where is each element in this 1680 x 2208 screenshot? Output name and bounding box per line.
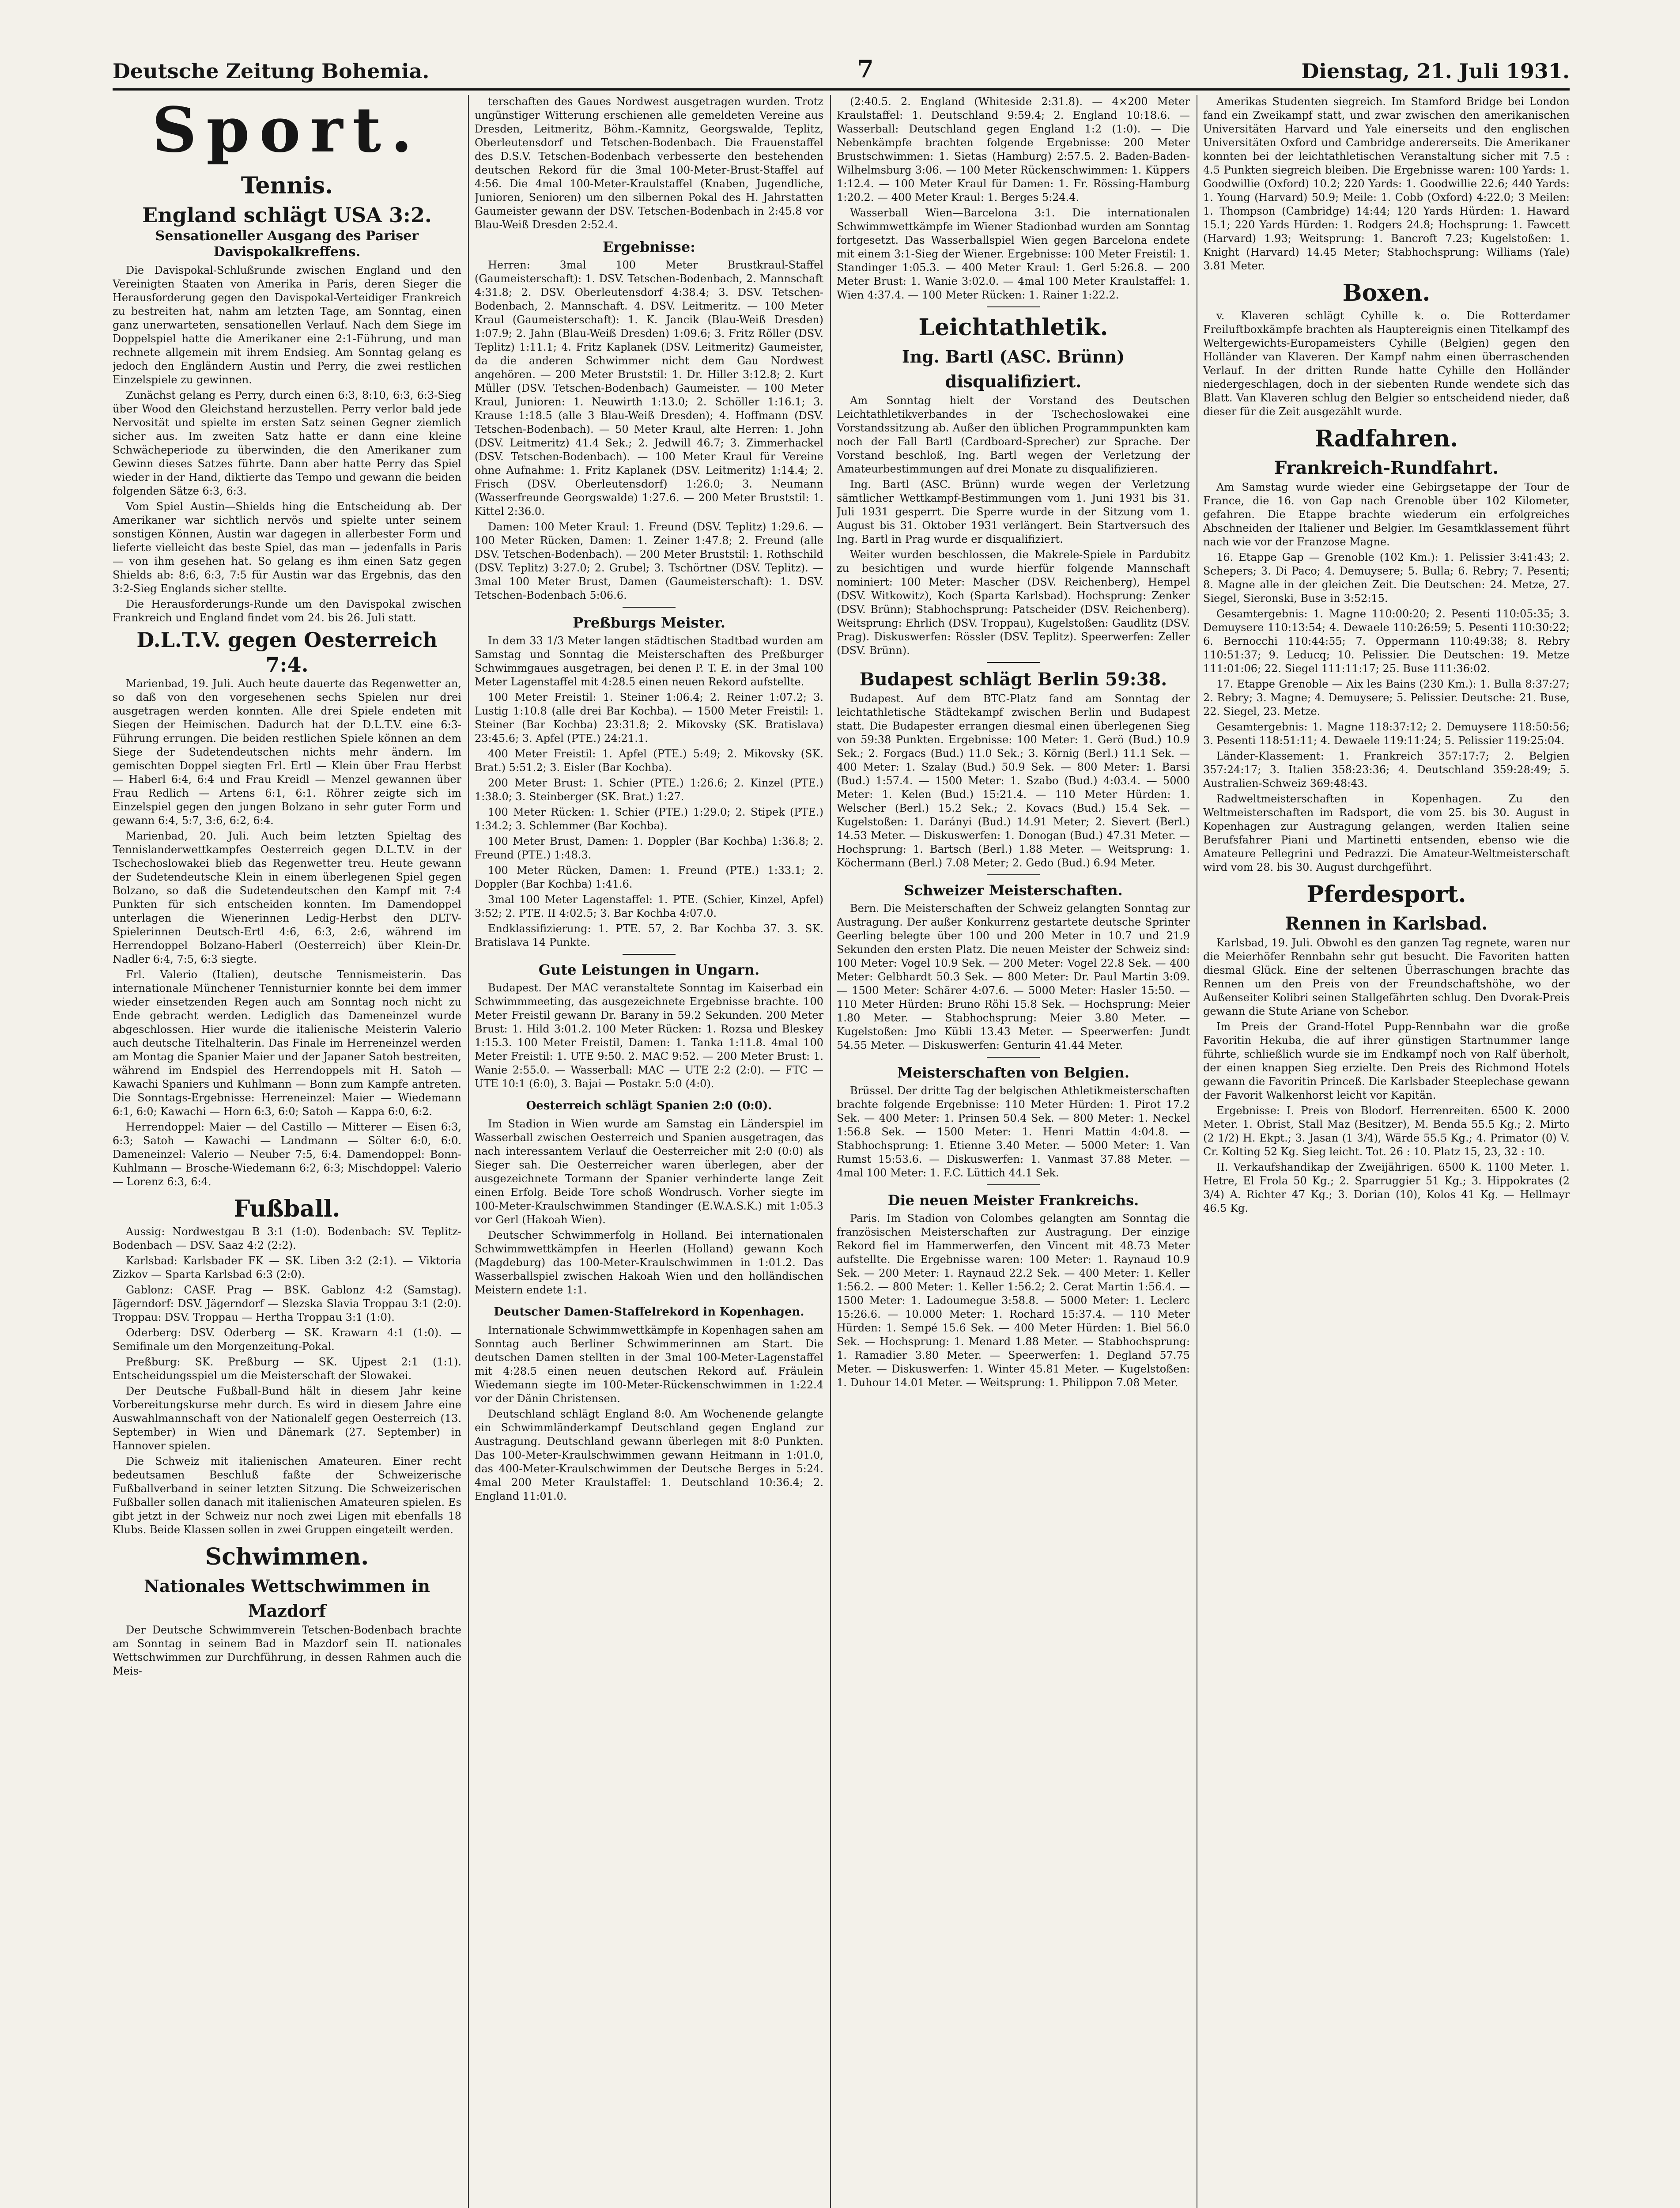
heading-ungarn: Gute Leistungen in Ungarn. <box>538 961 760 978</box>
headline-dltv-oesterreich: D.L.T.V. gegen Oesterreich 7:4. <box>136 628 438 677</box>
page-header <box>113 52 1570 83</box>
heading-frankreich-meister: Die neuen Meister Frankreichs. <box>887 1192 1139 1209</box>
article-paragraph: 100 Meter Brust, Damen: 1. Doppler (Bar Kochba) 1:36.8; 2. Freund (PTE.) 1:48.3. <box>475 835 823 861</box>
article-paragraph: 100 Meter Freistil: 1. Steiner 1:06.4; 2. Reiner 1:07.2; 3. Lustig 1:10.8 (alle drei Bar Kochba). — 1500 Meter Freistil: 1. Steiner (Bar Kochba) 23:31.8; 2. Mikovsky (SK. Bratislava) 23:45.6; 3. Apfel (PTE.) 24:21.1. <box>475 691 823 745</box>
subsection-title-pferdesport: Pferdesport. <box>1306 881 1466 908</box>
article-paragraph: Marienbad, 19. Juli. Auch heute dauerte das Regenwetter an, so daß von den vorgesehenen sechs Spielen nur drei ausgetragen werden konnten. Alle drei Spiele endeten mit Siegen der Heimischen. Dadurch hat der D.L.T.V. eine 6:3-Führung errungen. Die beiden restlichen Spiele können an dem Siege der Sudetendeutschen nichts mehr ändern. Im gemischten Doppel siegten Frl. Ertl — Klein über Frau Herbst — Haberl 6:4, 6:4 und Frau Kreidl — Menzel gewannen über Frau Redlich — Artens 6:1, 6:1. Röhrer zeigte sich im Einzelspiel gegen den jungen Bolzano in sehr guter Form und gewann 6:4, 5:7, 3:6, 6:2, 6:4. <box>113 677 461 827</box>
heading-pressburg: Preßburgs Meister. <box>573 614 725 631</box>
article-paragraph: Vom Spiel Austin—Shields hing die Entscheidung ab. Der Amerikaner war sichtlich nervös und spielte unter seinem sonstigen Können, Austin war dagegen in allerbester Form und lieferte vielleicht das beste Spiel, das man — jedenfalls in Paris — von ihm gesehen hat. So gelang es ihm einen Satz gegen Shields ab: 8:6, 6:3, 7:5 für Austin war das Ergebnis, das den 3:2-Sieg Englands sicher stellte. <box>113 500 461 595</box>
article-paragraph: Die Herausforderungs-Runde um den Davispokal zwischen Frankreich und England findet vom 24. bis 26. Juli statt. <box>113 598 461 624</box>
article-paragraph: Karlsbad: Karlsbader FK — SK. Liben 3:2 (2:1). — Viktoria Zizkov — Sparta Karlsbad 6:3 (2:0). <box>113 1255 461 1281</box>
article-paragraph: Gesamtergebnis: 1. Magne 118:37:12; 2. Demuysere 118:50:56; 3. Pesenti 118:51:11; 4. Dewaele 119:11:24; 5. Pelissier 119:25:04. <box>1203 721 1570 747</box>
header-rule <box>113 88 1570 91</box>
article-paragraph: Budapest. Auf dem BTC-Platz fand am Sonntag der leichtathletische Städtekampf zwischen Berlin und Budapest statt. Die Budapester errangen diesmal einen überlegenen Sieg von 59:38 Punkten. Ergebnisse: 100 Meter: 1. Gerö (Bud.) 10.9 Sek.; 2. Forgacs (Bud.) 11.0 Sek.; 3. Körnig (Berl.) 11.1 Sek. — 400 Meter: 1. Szalay (Bud.) 50.9 Sek. — 800 Meter: 1. Barsi (Bud.) 1:57.4. — 1500 Meter: 1. Szabo (Bud.) 4:03.4. — 5000 Meter: 1. Kelen (Bud.) 15:21.4. — 110 Meter Hürden: 1. Welscher (Berl.) 15.2 Sek.; 2. Kovacs (Bud.) 15.4 Sek. — Kugelstoßen: 1. Darányi (Bud.) 14.91 Meter; 2. Sievert (Berl.) 14.53 Meter. — Diskuswerfen: 1. Donogan (Bud.) 47.31 Meter. — Hochsprung: 1. Bartsch (Berl.) 1.88 Meter. — Weitsprung: 1. Köchermann (Berl.) 7.08 Meter; 2. Gedo (Bud.) 6.94 Meter. <box>837 692 1190 869</box>
heading-oesterreich-spanien: Oesterreich schlägt Spanien 2:0 (0:0). <box>526 1099 772 1112</box>
article-paragraph: Gablonz: CASF. Prag — BSK. Gablonz 4:2 (Samstag). Jägerndorf: DSV. Jägerndorf — Slezska Slavia Troppau 3:1 (2:0). Troppau: DSV. Troppau — Hertha Troppau 3:1 (1:0). <box>113 1284 461 1323</box>
article-paragraph: Weiter wurden beschlossen, die Makrele-Spiele in Pardubitz zu besichtigen und wurde hierfür folgende Mannschaft nominiert: 100 Meter: Mascher (DSV. Reichenberg), Hempel (DSV. Witkowitz), Koch (Sparta Karlsbad). Hochsprung: Zenker (DSV. Brünn); Stabhochsprung: Patscheider (DSV. Reichenberg). Weitsprung: Ehrlich (DSV. Troppau), Kugelstoßen: Gaudlitz (DSV. Prag). Diskuswerfen: Rössler (DSV. Teplitz). Speerwerfen: Zeller (DSV. Brünn). <box>837 548 1190 657</box>
article-paragraph: Wasserball Wien—Barcelona 3:1. Die internationalen Schwimmwettkämpfe im Wiener Stadionbad wurden am Sonntag fortgesetzt. Das Wasserballspiel Wien gegen Barcelona endete mit einem 3:1-Sieg der Wiener. Ergebnisse: 100 Meter Freistil: 1. Standinger 1:05.3. — 400 Meter Kraul: 1. Gerl 5:26.8. — 200 Meter Brust: 1. Wanie 3:02.0. — 4mal 100 Meter Kraulstaffel: 1. Wien 4:37.4. — 100 Meter Rücken: 1. Rainer 1:22.2. <box>837 207 1190 301</box>
section-title-sport: Sport. <box>152 95 422 166</box>
newspaper-name: Deutsche Zeitung Bohemia. <box>113 59 430 83</box>
article-paragraph: Gesamtergebnis: 1. Magne 110:00:20; 2. Pesenti 110:05:35; 3. Demuysere 110:13:54; 4. Dewaele 110:26:59; 5. Pesenti 110:30:22; 6. Bernocchi 110:44:55; 7. Oppermann 110:49:38; 8. Rebry 110:51:37; 9. Leducq; 10. Pelissier. Die Deutschen: 19. Metze 111:01:06; 22. Siegel 111:11:17; 25. Buse 111:36:02. <box>1203 608 1570 675</box>
article-paragraph: Deutscher Schwimmerfolg in Holland. Bei internationalen Schwimmwettkämpfen in Heerlen (Holland) gewann Koch (Magdeburg) das 100-Meter-Kraulschwimmen in 1:01.2. Das Wasserballspiel zwischen Hakoah Wien und den holländischen Meistern endete 1:1. <box>475 1229 823 1296</box>
subsection-title-boxen: Boxen. <box>1342 280 1431 306</box>
headline-england-usa: England schlägt USA 3:2. <box>142 203 432 227</box>
article-paragraph: Damen: 100 Meter Kraul: 1. Freund (DSV. Teplitz) 1:29.6. — 100 Meter Rücken, Damen: 1. Zeiner 1:47.8; 2. Freund (alle DSV. Tetschen-Bodenbach). — 200 Meter Bruststil: 1. Rothschild (DSV. Teplitz) 3:27.0; 2. Grubel; 3. Tschörtner (DSV. Teplitz). — 3mal 100 Meter Brust, Damen (Gaumeisterschaft): 1. DSV. Tetschen-Bodenbach 5:06.6. <box>475 521 823 601</box>
article-paragraph: Am Sonntag hielt der Vorstand des Deutschen Leichtathletikverbandes in der Tschechoslowakei eine Vorstandssitzung ab. Außer den üblichen Programmpunkten kam noch der Fall Bartl (Cardboard-Sprecher) zur Sprache. Der Vorstand beschloß, Ing. Bartl wegen der Verletzung der Amateurbestimmungen auf drei Monate zu disqualifizieren. <box>837 394 1190 475</box>
subsection-title-leichtathletik: Leichtathletik. <box>918 314 1108 341</box>
article-paragraph: 100 Meter Rücken: 1. Schier (PTE.) 1:29.0; 2. Stipek (PTE.) 1:34.2; 3. Schlemmer (Bar Kochba). <box>475 806 823 832</box>
article-paragraph: terschaften des Gaues Nordwest ausgetragen wurden. Trotz ungünstiger Witterung erschienen alle gemeldeten Vereine aus Dresden, Leitmeritz, Böhm.-Kamnitz, Georgswalde, Teplitz, Oberleutensdorf und Tetschen-Bodenbach. Die Frauenstaffel des D.S.V. Tetschen-Bodenbach verbesserte den bestehenden deutschen Rekord für die 3mal 100-Meter-Brust-Staffel auf 4:56. Die 4mal 100-Meter-Kraulstaffel (Knaben, Jugendliche, Junioren, Senioren) um den silbernen Pokal des H. Jahrstatten Gaumeister gewann der DSV. Tetschen-Bodenbach in 2:45.8 vor Blau-Weiß Dresden 2:52.4. <box>475 95 823 231</box>
subheadline-davis-cup: Sensationeller Ausgang des Pariser Davispokalkreffens. <box>155 228 419 260</box>
article-paragraph: Paris. Im Stadion von Colombes gelangten am Sonntag die französischen Meisterschaften zur Austragung. Der einzige Rekord fiel im Hammerwerfen, den Vincent mit 48.73 Meter aufstellte. Die Ergebnisse waren: 100 Meter: 1. Raynaud 10.9 Sek. — 200 Meter: 1. Raynaud 22.2 Sek. — 400 Meter: 1. Keller 1:56.2. — 800 Meter: 1. Keller 1:56.2; 2. Cerat Martin 1:56.4. — 1500 Meter: 1. Ladoumegue 3:58.8. — 5000 Meter: 1. Leclerc 15:26.6. — 10.000 Meter: 1. Rochard 15:37.4. — 110 Meter Hürden: 1. Sempé 15.6 Sek. — 400 Meter Hürden: 1. Biel 56.0 Sek. — Hochsprung: 1. Menard 1.88 Meter. — Stabhochsprung: 1. Ramadier 3.80 Meter. — Speerwerfen: 1. Degland 57.75 Meter. — Diskuswerfen: 1. Winter 45.81 Meter. — Kugelstoßen: 1. Duhour 14.01 Meter. — Weitsprung: 1. Philippon 7.08 Meter. <box>837 1212 1190 1389</box>
article-paragraph: Preßburg: SK. Preßburg — SK. Ujpest 2:1 (1:1). Entscheidungsspiel um die Meisterschaft der Slowakei. <box>113 1356 461 1382</box>
subsection-title-fussball: Fußball. <box>234 1195 340 1222</box>
article-paragraph: 3mal 100 Meter Lagenstaffel: 1. PTE. (Schier, Kinzel, Apfel) 3:52; 2. PTE. II 4:02.5; 3. Bar Kochba 4:07.0. <box>475 893 823 919</box>
article-paragraph: Im Preis der Grand-Hotel Pupp-Rennbahn war die große Favoritin Hekuba, die auf ihrer günstigen Startnummer lange führte, schließlich wurde sie im Endkampf noch von Ralf überholt, der einen knappen Sieg erzielte. Den Preis des Richmond Hotels gewann die Favoritin Princeß. Die Karlsbader Steeplechase gewann der Favorit Walkenhorst leicht vor Kapitän. <box>1203 1021 1570 1101</box>
article-paragraph: Aussig: Nordwestgau B 3:1 (1:0). Bodenbach: SV. Teplitz-Bodenbach — DSV. Saaz 4:2 (2:2). <box>113 1225 461 1251</box>
heading-schweiz: Schweizer Meisterschaften. <box>904 882 1123 899</box>
article-paragraph: Die Schweiz mit italienischen Amateuren. Einer recht bedeutsamen Beschluß faßte der Schweizerische Fußballverband in seiner letzten Sitzung. Die Schweizerischen Fußballer sollen danach mit italienischen Amateuren spielen. Es gibt jetzt in der Schweiz nur noch zwei Ligen mit ebenfalls 18 Klubs. Beide Klassen sollen in zwei Gruppen eingeteilt werden. <box>113 1455 461 1536</box>
article-paragraph: Budapest. Der MAC veranstaltete Sonntag im Kaiserbad ein Schwimmmeeting, das ausgezeichnete Ergebnisse brachte. 100 Meter Freistil gewann Dr. Barany in 59.2 Sekunden. 200 Meter Brust: 1. Hild 3:01.2. 100 Meter Rücken: 1. Rozsa und Bleskey 1:15.3. 100 Meter Freistil, Damen: 1. Tanka 1:11.8. 4mal 100 Meter Freistil: 1. UTE 9:50. 2. MAC 9:52. — 200 Meter Brust: 1. Wanie 2:55.0. — Wasserball: MAC — UTE 2:2 (2:0). — FTC — UTE 10:1 (6:0), 3. Bajai — Postakr. 5:0 (4:0). <box>475 982 823 1090</box>
page-columns <box>113 95 1570 2208</box>
column-2 <box>475 95 823 2208</box>
article-paragraph: II. Verkaufshandikap der Zweijährigen. 6500 K. 1100 Meter. 1. Hetre, El Frola 50 Kg.; 2. Sparruggier 51 Kg.; 3. Hippokrates (2 3/4) A. Richter 47 Kg.; 3. Dorian (10), Kolos 41 Kg. — Hellmayr 46.5 Kg. <box>1203 1161 1570 1214</box>
article-paragraph: Bern. Die Meisterschaften der Schweiz gelangten Sonntag zur Austragung. Der außer Konkurrenz gestartete deutsche Sprinter Geerling belegte über 100 und 200 Meter in 10.7 und 21.9 Sekunden den ersten Platz. Die neuen Meister der Schweiz sind: 100 Meter: Vogel 10.9 Sek. — 200 Meter: Vogel 22.8 Sek. — 400 Meter: Gelbhardt 50.3 Sek. — 800 Meter: Dr. Paul Martin 3:09. — 1500 Meter: Schärer 4:07.6. — 5000 Meter: Hasler 15:50. — 110 Meter Hürden: Bruno Röhi 15.8 Sek. — Hochsprung: Meier 1.80 Meter. — Stabhochsprung: Meier 3.80 Meter. — Kugelstoßen: Jmo Kübli 13.43 Meter. — Speerwerfen: Jundt 54.55 Meter. — Diskuswerfen: Genturin 41.44 Meter. <box>837 902 1190 1051</box>
headline-mazdorf: Nationales Wettschwimmen in Mazdorf <box>144 1576 430 1621</box>
article-paragraph: 200 Meter Brust: 1. Schier (PTE.) 1:26.6; 2. Kinzel (PTE.) 1:38.0; 3. Steinberger (SK. Brat.) 1:27. <box>475 777 823 803</box>
article-paragraph: Endklassifizierung: 1. PTE. 57, 2. Bar Kochba 37. 3. SK. Bratislava 14 Punkte. <box>475 923 823 949</box>
article-paragraph: 17. Etappe Grenoble — Aix les Bains (230 Km.): 1. Bulla 8:37:27; 2. Rebry; 3. Magne; 4. Demuysere; 5. Pelissier. Deutsche: 21. Buse, 22. Siegel, 23. Metze. <box>1203 678 1570 718</box>
article-paragraph: 16. Etappe Gap — Grenoble (102 Km.): 1. Pelissier 3:41:43; 2. Schepers; 3. Di Paco; 4. Demuysere; 5. Bulla; 6. Rebry; 7. Pesenti; 8. Magne alle in der gleichen Zeit. Die Deutschen: 24. Metze, 27. Siegel, Sieronski, Buse in 3:52:15. <box>1203 551 1570 605</box>
article-paragraph: 400 Meter Freistil: 1. Apfel (PTE.) 5:49; 2. Mikovsky (SK. Brat.) 5:51.2; 3. Eisler (Bar Kochba). <box>475 748 823 774</box>
page-number: 7 <box>857 55 874 83</box>
headline-tour-de-france: Frankreich-Rundfahrt. <box>1274 457 1499 478</box>
column-3 <box>837 95 1190 2208</box>
article-paragraph: Karlsbad, 19. Juli. Obwohl es den ganzen Tag regnete, waren nur die Meierhöfer Rennbahn sehr gut besucht. Die Favoriten hatten diesmal Glück. Eine der seltenen Überraschungen brachte das Rennen um den Preis von der Freundschaftshöhe, wo der Außenseiter Kolibri seinen Stallgefährten schlug. Den Dvorak-Preis gewann die Stute Ariane von Schebor. <box>1203 937 1570 1017</box>
issue-date: Dienstag, 21. Juli 1931. <box>1301 59 1570 83</box>
headline-budapest-berlin: Budapest schlägt Berlin 59:38. <box>859 669 1167 690</box>
article-paragraph: Marienbad, 20. Juli. Auch beim letzten Spieltag des Tennislanderwettkampfes Oesterreich gegen D.L.T.V. in der Tschechoslowakei blieb das Regenwetter treu. Heute gewann der Sudetendeutsche Klein in einem überlegenen Spiel gegen Bolzano, so daß die Sudetendeutschen den Kampf mit 7:4 Punkten für sich entscheiden konnten. Im Damendoppel unterlagen die Wienerinnen Ledig-Herbst den DLTV-Spielerinnen Deutsch-Ertl 4:6, 6:3, 2:6, während im Herrendoppel Bolzano-Haberl (Oesterreich) über Klein-Dr. Nadler 6:4, 7:5, 6:3 siegte. <box>113 830 461 965</box>
article-paragraph: Internationale Schwimmwettkämpfe in Kopenhagen sahen am Sonntag auch Berliner Schwimmerinnen am Start. Die deutschen Damen stellten in der 3mal 100-Meter-Lagenstaffel mit 4:28.5 einen neuen deutschen Rekord auf. Fräulein Wiedemann siegte im 100-Meter-Rückenschwimmen in 1:22.4 vor der Dänin Christensen. <box>475 1324 823 1405</box>
separator <box>987 1184 1040 1185</box>
article-paragraph: Der Deutsche Fußball-Bund hält in diesem Jahr keine Vorbereitungskurse mehr durch. Es wird in diesem Jahre eine Auswahlmannschaft von der Nationalelf gegen Oesterreich (13. September) in Wien und Dänemark (27. September) in Hannover spielen. <box>113 1385 461 1452</box>
column-divider <box>830 95 831 2208</box>
article-paragraph: Länder-Klassement: 1. Frankreich 357:17:7; 2. Belgien 357:24:17; 3. Italien 358:23:36; 4. Deutschland 359:28:49; 5. Australien-Schweiz 369:48:43. <box>1203 750 1570 790</box>
article-paragraph: Deutschland schlägt England 8:0. Am Wochenende gelangte ein Schwimmländerkampf Deutschland gegen England zur Austragung. Deutschland gewann überlegen mit 8:0 Punkten. Das 100-Meter-Kraulschwimmen gewann Heitmann in 1:01.0, das 400-Meter-Kraulschwimmen der Deutsche Berges in 5:24. 4mal 200 Meter Kraulstaffel: 1. Deutschland 10:36.4; 2. England 11:01.0. <box>475 1408 823 1502</box>
article-paragraph: (2:40.5. 2. England (Whiteside 2:31.8). — 4×200 Meter Kraulstaffel: 1. Deutschland 9:59.4; 2. England 10:18.6. — Wasserball: Deutschland gegen England 1:2 (1:0). — Die Nebenkämpfe brachten folgende Ergebnisse: 200 Meter Brustschwimmen: 1. Sietas (Hamburg) 2:57.5. 2. Baden-Baden-Wilhelmsburg 3:06. — 100 Meter Rückenschwimmen: 1. Küppers 1:12.4. — 100 Meter Kraul für Damen: 1. Fr. Rössing-Hamburg 1:20.2. — 400 Meter Kraul: 1. Berges 5:24.4. <box>837 95 1190 204</box>
separator <box>987 874 1040 875</box>
article-paragraph: Oderberg: DSV. Oderberg — SK. Krawarn 4:1 (1:0). — Semifinale um den Morgenzeitung-Pokal. <box>113 1327 461 1353</box>
separator <box>987 1057 1040 1058</box>
separator <box>987 662 1040 663</box>
article-paragraph: Radweltmeisterschaften in Kopenhagen. Zu den Weltmeisterschaften im Radsport, die vom 25. bis 30. August in Kopenhagen zur Austragung gelangen, werden Italien seine Berufsfahrer Piani und Martinetti entsenden, ebenso wie die Amateure Pellegrini und Pedrazzi. Die Amateur-Weltmeisterschaft wird vom 28. bis 30. August durchgeführt. <box>1203 793 1570 873</box>
separator <box>623 954 676 955</box>
article-paragraph: Ing. Bartl (ASC. Brünn) wurde wegen der Verletzung sämtlicher Wettkampf-Bestimmungen vom 1. Juni 1931 bis 31. Juli 1931 gesperrt. Die Sperre wurde in der Sitzung vom 1. August bis 31. Oktober 1931 verlängert. Bein Startversuch des Ing. Bartl in Prag wurde er disqualifiziert. <box>837 478 1190 545</box>
heading-belgien: Meisterschaften von Belgien. <box>897 1064 1129 1081</box>
article-paragraph: Der Deutsche Schwimmverein Tetschen-Bodenbach brachte am Sonntag in seinem Bad in Mazdorf sein II. nationales Wettschwimmen zur Durchführung, in dessen Rahmen auch die Meis- <box>113 1624 461 1677</box>
article-paragraph: Herrendoppel: Maier — del Castillo — Mitterer — Eisen 6:3, 6:3; Satoh — Kawachi — Landmann — Sölter 6:0, 6:0. Dameneinzel: Valerio — Neuber 7:5, 6:4. Damendoppel: Bonn-Kuhlmann — Brosche-Wiedemann 6:2, 6:3; Mischdoppel: Valerio — Lorenz 6:3, 6:4. <box>113 1121 461 1188</box>
subsection-title-radfahren: Radfahren. <box>1314 425 1458 452</box>
article-paragraph: Herren: 3mal 100 Meter Brustkraul-Staffel (Gaumeisterschaft): 1. DSV. Tetschen-Bodenbach, 2. Mannschaft 4:31.8; 2. DSV. Oberleutensdorf 4:38.4; 3. DSV. Tetschen-Bodenbach, 2. Mannschaft. 4. DSV. Leitmeritz. — 100 Meter Kraul (Gaumeisterschaft): 1. K. Jancik (Blau-Weiß Dresden) 1:07.9; 2. Jahn (Blau-Weiß Dresden) 1:09.6; 3. Fritz Röller (DSV. Teplitz) 1:11.1; 4. Fritz Kaplanek (DSV. Leitmeritz) Gaumeister, da die anderen Schwimmer nicht dem Gau Nordwest angehören. — 200 Meter Bruststil: 1. Dr. Hiller 3:12.8; 2. Kurt Müller (DSV. Tetschen-Bodenbach) Gaumeister. — 100 Meter Kraul, Junioren: 1. Neuwirth 1:13.0; 2. Schöller 1:16.1; 3. Krause 1:18.5 (alle 3 Blau-Weiß Dresden); 4. Hoffmann (DSV. Tetschen-Bodenbach). — 50 Meter Kraul, alte Herren: 1. John (DSV. Leitmeritz) 41.4 Sek.; 2. Jedwill 46.7; 3. Zimmerhackel (DSV. Tetschen-Bodenbach). — 100 Meter Kraul für Vereine ohne Aufnahme: 1. Fritz Kaplanek (DSV. Leitmeritz) 1:14.4; 2. Frisch (DSV. Oberleutensdorf) 1:26.0; 3. Neumann (Wasserfreunde Georgswalde) 1:27.6. — 200 Meter Bruststil: 1. Kittel 2:36.0. <box>475 259 823 518</box>
separator <box>623 607 676 608</box>
subsection-title-schwimmen: Schwimmen. <box>205 1543 369 1570</box>
headline-bartl: Ing. Bartl (ASC. Brünn) disqualifiziert. <box>902 347 1125 391</box>
article-paragraph: Im Stadion in Wien wurde am Samstag ein Länderspiel im Wasserball zwischen Oesterreich und Spanien ausgetragen, das nach interessantem Verlauf die Oesterreicher mit 2:0 (0:0) als Sieger sah. Die Oesterreicher waren überlegen, aber der ausgezeichnete Tormann der Spanier verhinderte lange Zeit einen Erfolg. Beide Tore schoß Wondrusch. Vorher siegte im 100-Meter-Kraulschwimmen Standinger (E.W.A.S.K.) mit 1:05.3 vor Gerl (Hakoah Wien). <box>475 1118 823 1226</box>
column-4 <box>1203 95 1570 2208</box>
article-paragraph: In dem 33 1/3 Meter langen städtischen Stadtbad wurden am Samstag und Sonntag die Meisterschaften des Preßburger Schwimmgaues ausgetragen, bei denen P. T. E. in der 3mal 100 Meter Lagenstaffel mit 4:28.5 einen neuen Rekord aufstellte. <box>475 635 823 688</box>
column-1 <box>113 95 461 2208</box>
article-paragraph: Brüssel. Der dritte Tag der belgischen Athletikmeisterschaften brachte folgende Ergebnisse: 110 Meter Hürden: 1. Pirot 17.2 Sek. — 400 Meter: 1. Prinsen 50.4 Sek. — 800 Meter: 1. Neckel 1:56.8 Sek. — 1500 Meter: 1. Henri Mattin 4:04.8. — Stabhochsprung: 1. Etienne 3.40 Meter. — 5000 Meter: 1. Van Rumst 15:53.6. — Diskuswerfen: 1. Vanmast 37.88 Meter. — 4mal 100 Meter: 1. F.C. Lüttich 44.1 Sek. <box>837 1085 1190 1179</box>
article-paragraph: 100 Meter Rücken, Damen: 1. Freund (PTE.) 1:33.1; 2. Doppler (Bar Kochba) 1:41.6. <box>475 864 823 890</box>
subsection-title-tennis: Tennis. <box>241 172 333 199</box>
headline-karlsbad: Rennen in Karlsbad. <box>1285 913 1488 934</box>
article-paragraph: Am Samstag wurde wieder eine Gebirgsetappe der Tour de France, die 16. von Gap nach Grenoble über 102 Kilometer, gefahren. Die Etappe brachte wiederum ein erfolgreiches Abschneiden der Italiener und Belgier. Im Gesamtklassement führt nach wie vor der Franzose Magne. <box>1203 481 1570 548</box>
article-paragraph: Amerikas Studenten siegreich. Im Stamford Bridge bei London fand ein Zweikampf statt, und zwar zwischen den amerikanischen Universitäten Harvard und Yale einerseits und den englischen Universitäten Oxford und Cambridge andererseits. Die Amerikaner konnten bei der leichtathletischen Veranstaltung sicher mit 7.5 : 4.5 Punkten siegreich bleiben. Die Ergebnisse waren: 100 Yards: 1. Goodwillie (Oxford) 10.2; 220 Yards: 1. Goodwillie 22.6; 440 Yards: 1. Young (Harvard) 50.9; Meile: 1. Cobb (Oxford) 4:22.0; 3 Meilen: 1. Thompson (Cambridge) 14:44; 120 Yards Hürden: 1. Haward 15.1; 220 Yards Hürden: 1. Rodgers 24.8; Hochsprung: 1. Fawcett (Harvard) 1.93; Weitsprung: 1. Bancroft 7.23; Kugelstoßen: 1. Knight (Harvard) 14.45 Meter; Stabhochsprung: Williams (Yale) 3.81 Meter. <box>1203 95 1570 272</box>
column-divider <box>468 95 469 2208</box>
article-paragraph: Die Davispokal-Schlußrunde zwischen England und den Vereinigten Staaten von Amerika in Paris, deren Sieger die Herausforderung gegen den Davispokal-Verteidiger Frankreich zu bestreiten hat, nahm am letzten Tage, am Sonntag, einen ganz unerwarteten, sensationellen Verlauf. Nach dem Siege im Doppelspiel hatte die Amerikaner eine 2:1-Führung, und man rechnete allgemein mit ihrem Endsieg. Am Sonntag gelang es jedoch den Engländern Austin und Perry, die zwei restlichen Einzelspiele zu gewinnen. <box>113 264 461 386</box>
article-paragraph: Ergebnisse: I. Preis von Blodorf. Herrenreiten. 6500 K. 2000 Meter. 1. Obrist, Stall Maz (Besitzer), M. Benda 55.5 Kg.; 2. Mirto (2 1/2) H. Ekpt.; 3. Jasan (1 3/4), Wärde 55.5 Kg.; 4. Primator (0) V. Cr. Kolting 52 Kg. Sieg leicht. Tot. 26 : 10. Platz 15, 23, 32 : 10. <box>1203 1104 1570 1158</box>
heading-kopenhagen: Deutscher Damen-Staffelrekord in Kopenhagen. <box>494 1305 804 1319</box>
article-paragraph: v. Klaveren schlägt Cyhille k. o. Die Rotterdamer Freiluftboxkämpfe brachten als Hauptereignis einen Titelkampf des Weltergewichts-Europameisters Cyhille (Belgien) gegen den Holländer van Klaveren. Der Kampf nahm einen überraschenden Verlauf. In der dritten Runde hatte Cyhille den Holländer niedergeschlagen, doch in der siebenten Runde wendete sich das Blatt. Van Klaveren schlug den Belgier so entscheidend nieder, daß dieser für die Zeit ausgezählt wurde. <box>1203 310 1570 418</box>
article-paragraph: Frl. Valerio (Italien), deutsche Tennismeisterin. Das internationale Münchener Tennisturnier konnte bei dem immer wieder einsetzenden Regen auch am Sonntag noch nicht zu Ende gebracht werden. Lediglich das Dameneinzel wurde abgeschlossen. Hier wurde die italienische Meisterin Valerio auch deutsche Titelhalterin. Das Finale im Herreneinzel werden am Montag die Spanier Maier und der Japaner Satoh bestreiten, während im Endspiel des Herrendoppels mit H. Satoh — Kawachi Spaniers und Kuhlmann — Bonn zum Kampfe antreten. Die Sonntags-Ergebnisse: Herreneinzel: Maier — Wiedemann 6:1, 6:0; Kawachi — Horn 6:3, 6:0; Satoh — Kappa 6:0, 6:2. <box>113 968 461 1118</box>
article-paragraph: Zunächst gelang es Perry, durch einen 6:3, 8:10, 6:3, 6:3-Sieg über Wood den Gleichstand herzustellen. Perry verlor bald jede Nervosität und spielte im ersten Satz seinen Gegner ziemlich sicher aus. Im zweiten Satz hatte er dann eine kleine Schwächeperiode zu überwinden, die den Amerikaner zum Gewinn dieses Satzes führte. Dann aber hatte Perry das Spiel wieder in der Hand, diktierte das Tempo und gewann die beiden folgenden Sätze 6:3, 6:3. <box>113 389 461 497</box>
separator <box>987 306 1040 307</box>
heading-ergebnisse: Ergebnisse: <box>603 238 695 255</box>
